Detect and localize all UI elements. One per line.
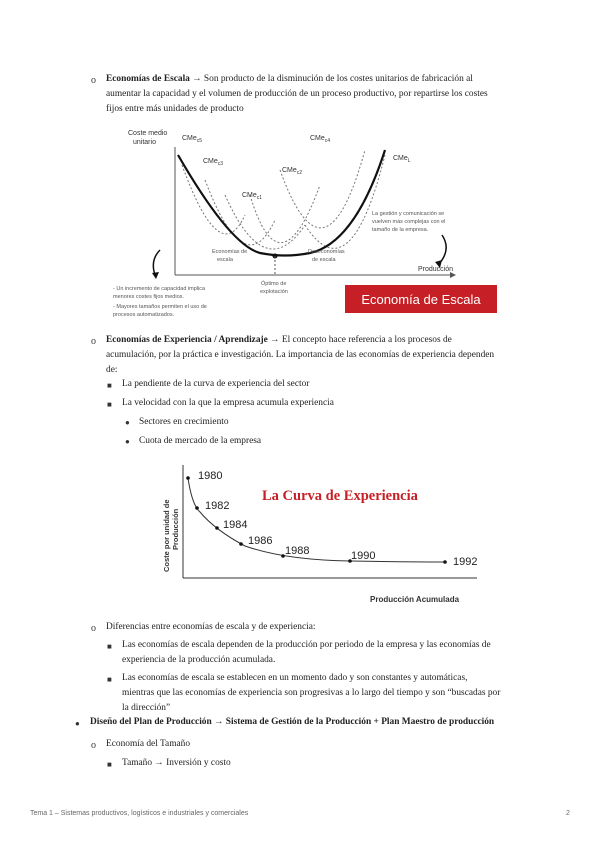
- label-1982: 1982: [205, 500, 230, 512]
- text-line: Las economías de escala se establecen en un momento dado y son constantes y automáticas,: [122, 673, 468, 683]
- list-bullet-square: ■: [107, 642, 112, 651]
- label-capacity: - Un incremento de capacidad implica: [113, 286, 206, 292]
- list-bullet-square: ■: [107, 400, 112, 409]
- y-axis-label-group: [162, 499, 180, 572]
- text-line: de:: [106, 365, 118, 375]
- experience-curve-figure: [155, 460, 490, 610]
- label-cme-c1: CMe$_{c1}$: [242, 192, 263, 201]
- label-cme-c5: CMe$_{c5}$: [182, 135, 203, 144]
- list-bullet-circle: o: [91, 336, 96, 347]
- label-1986: 1986: [248, 535, 273, 547]
- page-footer: Tema 1 – Sistemas productivos, logísticos e industriales y comerciales: [30, 810, 249, 817]
- management-arrow: [438, 235, 446, 265]
- scale-economies-title: Economías de Escala: [106, 74, 190, 84]
- chart-title: La Curva de Experiencia: [262, 488, 418, 504]
- label-management-3: tamaño de la empresa.: [372, 227, 429, 233]
- curve-cme-c3: [225, 195, 305, 249]
- label-cme-c4: CMe$_{c4}$: [310, 135, 331, 144]
- list-bullet-circle: o: [91, 75, 96, 86]
- label-cme-long-run: CMe$_L$: [393, 155, 411, 164]
- label-management: La gestión y comunicación se: [372, 211, 445, 217]
- experience-economies-title: Economías de Experiencia / Aprendizaje: [106, 335, 268, 345]
- capacity-arrow-head: [152, 272, 159, 279]
- label-capacity-4: procesos automatizados.: [113, 312, 175, 318]
- label-capacity-3: - Mayores tamaños permiten el uso de: [113, 304, 207, 310]
- text-line: acumulación, por la práctica e investigación. La importancia de las economías de experiencia dependen: [106, 350, 495, 360]
- list-bullet-square: ■: [107, 381, 112, 390]
- list-bullet-square: ■: [107, 760, 112, 769]
- list-item: Cuota de mercado de la empresa: [139, 436, 262, 446]
- list-item: La velocidad con la que la empresa acumula experiencia: [122, 398, 334, 408]
- differences-item-2: [122, 671, 562, 716]
- text-line: El concepto hace referencia a los procesos de: [281, 335, 452, 345]
- list-bullet-dot: ●: [125, 437, 130, 446]
- scale-economies-paragraph: [106, 72, 576, 117]
- label-optimum: Óptimo de: [261, 281, 287, 287]
- size-economy-heading: Economía del Tamaño: [106, 739, 191, 749]
- point-1982: [195, 506, 199, 510]
- label-economies: Economías de: [212, 249, 248, 255]
- label-economies-2: escala: [217, 257, 233, 263]
- label-diseconomies-2: de escala: [312, 257, 336, 263]
- text-line: fijos entre más unidades de producto: [106, 104, 244, 114]
- text-line: experiencia de la producción acumulada.: [122, 655, 276, 665]
- label-1992: 1992: [453, 556, 478, 568]
- list-bullet-circle: o: [91, 740, 96, 751]
- text-line: Las economías de escala dependen de la producción por periodo de la empresa y las economías de: [122, 640, 491, 650]
- label-cme-c2: CMe$_{c2}$: [282, 167, 303, 176]
- label-1984: 1984: [223, 519, 248, 531]
- x-axis-label: Producción: [418, 266, 454, 273]
- x-axis-label: Producción Acumulada: [370, 595, 460, 604]
- y-axis-label: Coste por unidad de: [162, 499, 171, 572]
- arrow: →: [192, 74, 202, 84]
- experience-economies-paragraph: [106, 333, 576, 378]
- curve-cme-c5: [280, 150, 365, 228]
- point-1992: [443, 560, 447, 564]
- scale-economies-figure: [110, 125, 500, 320]
- arrow: →: [270, 335, 280, 345]
- capacity-arrow: [153, 250, 160, 275]
- point-1980: [186, 476, 190, 480]
- y-axis-label-2: unitario: [133, 139, 156, 146]
- label-management-2: vuelven más complejas con el: [372, 219, 446, 225]
- label-1990: 1990: [351, 550, 376, 562]
- label-1988: 1988: [285, 545, 310, 557]
- size-economy-item: Tamaño → Inversión y costo: [122, 758, 231, 768]
- production-plan-rest: → Sistema de Gestión de la Producción + Plan Maestro de producción: [214, 717, 495, 727]
- y-axis-label: Coste medio: [128, 130, 168, 137]
- differences-item-1: [122, 638, 562, 668]
- list-bullet-circle: o: [91, 623, 96, 634]
- text-line: la dirección”: [122, 703, 171, 713]
- label-diseconomies: Deseconomías: [308, 249, 345, 255]
- differences-title: Diferencias entre economías de escala y de experiencia:: [106, 622, 316, 632]
- y-axis-label-2: Producción: [171, 508, 180, 550]
- list-item: La pendiente de la curva de experiencia del sector: [122, 379, 310, 389]
- point-1986: [239, 542, 243, 546]
- production-plan-title: Diseño del Plan de Producción: [90, 717, 212, 727]
- curve-cme-c4: [250, 185, 320, 243]
- banner-title: Economía de Escala: [361, 292, 481, 307]
- label-capacity-2: menores costes fijos medios.: [113, 294, 184, 300]
- production-plan-line: [90, 715, 494, 730]
- list-bullet-dot: ●: [75, 719, 80, 728]
- text-line: aumentar la capacidad y el volumen de producción de un proceso productivo, por repartirse los costes: [106, 89, 488, 99]
- label-optimum-2: explotación: [260, 289, 288, 295]
- curve-cme-c6: [305, 155, 385, 248]
- list-bullet-square: ■: [107, 675, 112, 684]
- page-number: 2: [566, 810, 570, 817]
- list-bullet-dot: ●: [125, 418, 130, 427]
- point-1984: [215, 526, 219, 530]
- text-line: mientras que las economías de experiencia son progresivas a lo largo del tiempo y son “buscadas por: [122, 688, 501, 698]
- curve-cme-long-run: [178, 150, 385, 256]
- text-line: Son producto de la disminución de los costes unitarios de fabricación al: [203, 74, 473, 84]
- label-cme-c3: CMe$_{c3}$: [203, 158, 224, 167]
- label-1980: 1980: [198, 470, 223, 482]
- list-item: Sectores en crecimiento: [139, 417, 229, 427]
